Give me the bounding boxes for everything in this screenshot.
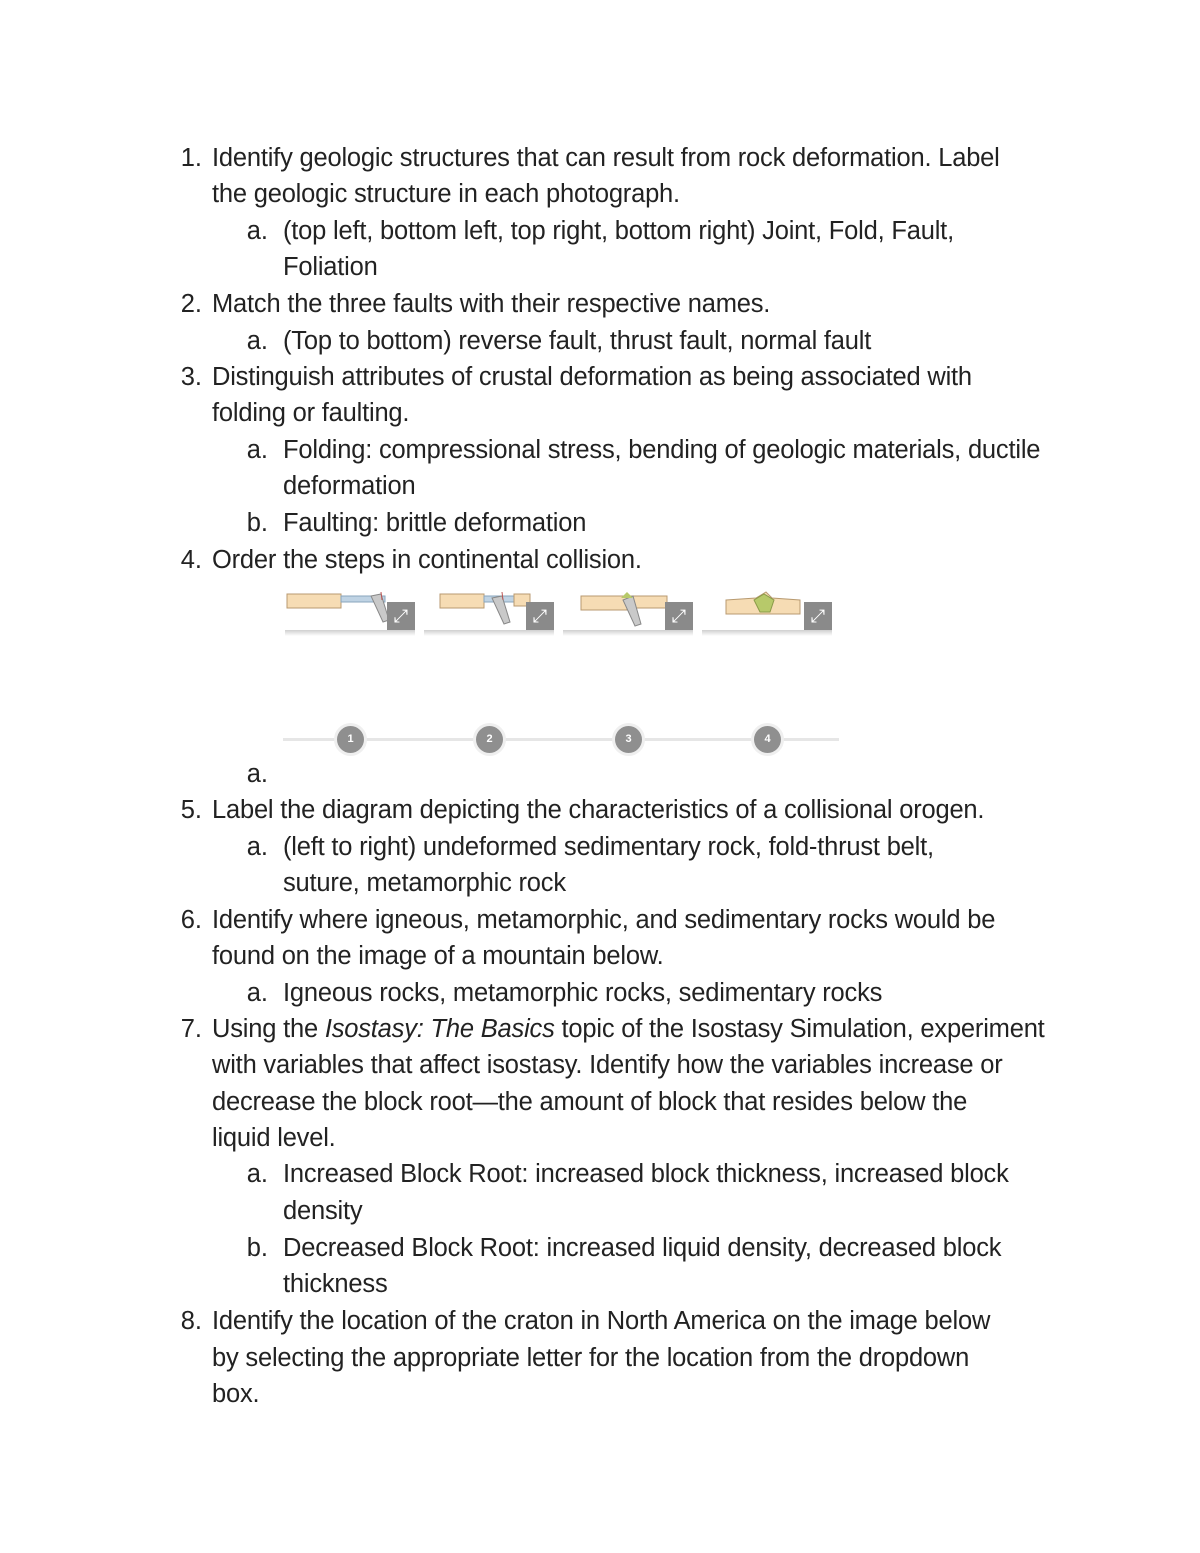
sub-text: Decreased Block Root: increased liquid density, decreased block (283, 1234, 1002, 1262)
step-dot-4[interactable]: 4 (754, 726, 781, 753)
simulation-topic-name: Isostasy: The Basics (324, 1015, 555, 1043)
sub-marker: b. (246, 509, 268, 537)
item-text: Distinguish attributes of crustal deformation as being associated with (212, 363, 972, 391)
sub-text: (Top to bottom) reverse fault, thrust fault, normal fault (283, 327, 872, 355)
expand-icon[interactable]: ⤢ (387, 602, 415, 630)
expand-icon[interactable]: ⤢ (665, 602, 693, 630)
sub-marker: a. (246, 436, 268, 464)
item-text: by selecting the appropriate letter for the location from the dropdown (212, 1344, 970, 1372)
sub-text: (left to right) undeformed sedimentary rock, fold-thrust belt, (283, 833, 934, 861)
item-number: 5. (180, 796, 202, 824)
sub-marker: a. (246, 327, 268, 355)
item-number: 6. (180, 906, 202, 934)
item-text: the geologic structure in each photograph. (212, 180, 680, 208)
item-text: Identify geologic structures that can result from rock deformation. Label (212, 144, 1000, 172)
sub-text: suture, metamorphic rock (283, 869, 566, 897)
step-dot-3[interactable]: 3 (615, 726, 642, 753)
item-text: found on the image of a mountain below. (212, 942, 664, 970)
item-text-pre: Using the (212, 1015, 325, 1043)
item-text: liquid level. (212, 1124, 336, 1152)
sub-text: deformation (283, 472, 416, 500)
collision-step-thumbnail (285, 590, 415, 636)
sub-marker: a. (246, 1160, 268, 1188)
sub-text: Faulting: brittle deformation (283, 509, 587, 537)
item-text-post: topic of the Isostasy Simulation, experiment (554, 1015, 1045, 1043)
item-number: 1. (180, 144, 202, 172)
sub-marker: a. (246, 217, 268, 245)
expand-icon[interactable]: ⤢ (526, 602, 554, 630)
sub-text: Foliation (283, 253, 378, 281)
expand-icon[interactable]: ⤢ (804, 602, 832, 630)
item-number: 8. (180, 1307, 202, 1335)
item-text: decrease the block root—the amount of block that resides below the (212, 1088, 968, 1116)
item-text (212, 1011, 1045, 1047)
item-number: 2. (180, 290, 202, 318)
sub-marker: a. (246, 979, 268, 1007)
sub-marker: a. (246, 760, 268, 788)
collision-step-thumbnail (563, 590, 693, 636)
sub-text: density (283, 1197, 363, 1225)
sub-text: Folding: compressional stress, bending of geologic materials, ductile (283, 436, 1041, 464)
step-dot-2[interactable]: 2 (476, 726, 503, 753)
item-number: 4. (180, 546, 202, 574)
item-text: box. (212, 1380, 260, 1408)
sub-marker: a. (246, 833, 268, 861)
item-number: 3. (180, 363, 202, 391)
item-text: Match the three faults with their respective names. (212, 290, 771, 318)
item-text: folding or faulting. (212, 399, 410, 427)
item-text: Identify where igneous, metamorphic, and sedimentary rocks would be (212, 906, 996, 934)
collision-step-thumbnail (424, 590, 554, 636)
collision-step-thumbnail (702, 590, 832, 636)
item-text: Identify the location of the craton in North America on the image below (212, 1307, 991, 1335)
item-text: Order the steps in continental collision. (212, 546, 642, 574)
sub-text: Igneous rocks, metamorphic rocks, sedimentary rocks (283, 979, 883, 1007)
item-text: with variables that affect isostasy. Identify how the variables increase or (212, 1051, 1003, 1079)
sub-text: thickness (283, 1270, 388, 1298)
sub-text: Increased Block Root: increased block thickness, increased block (283, 1160, 1009, 1188)
sub-marker: b. (246, 1234, 268, 1262)
item-number: 7. (180, 1015, 202, 1043)
sub-text: (top left, bottom left, top right, bottom right) Joint, Fold, Fault, (283, 217, 954, 245)
item-text: Label the diagram depicting the characteristics of a collisional orogen. (212, 796, 985, 824)
step-dot-1[interactable]: 1 (337, 726, 364, 753)
